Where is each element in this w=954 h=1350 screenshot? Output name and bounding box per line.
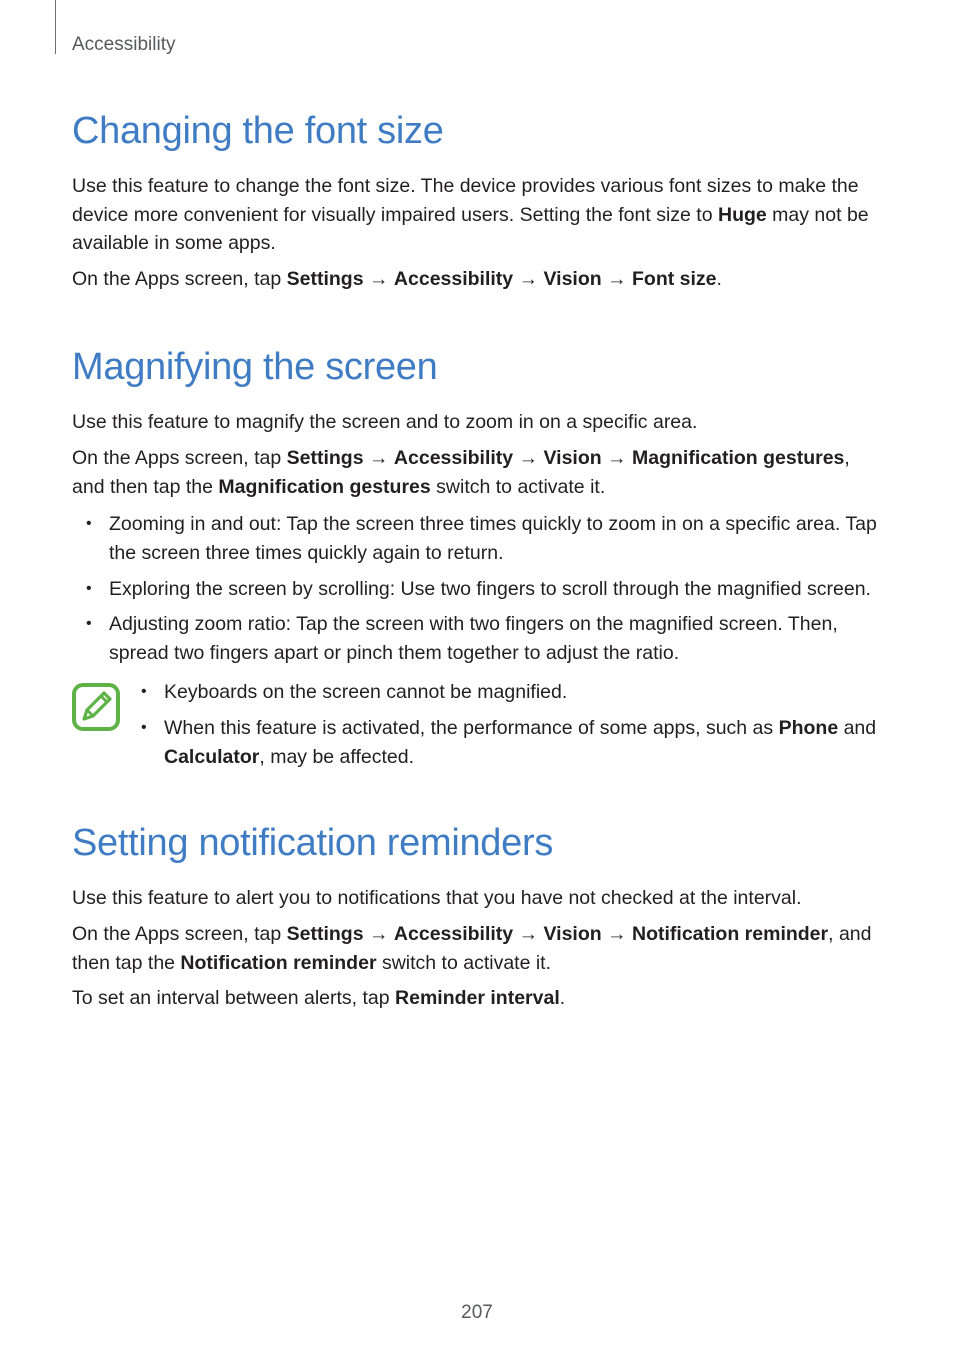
heading-reminders: Setting notification reminders	[72, 822, 554, 864]
note-item: • Keyboards on the screen cannot be magnified.	[164, 678, 884, 707]
running-head: Accessibility	[72, 34, 176, 55]
bullet-glyph: •	[86, 580, 92, 597]
reminders-intro: Use this feature to alert you to notifications that you have not checked at the interval.	[72, 887, 802, 909]
page-number: 207	[461, 1302, 493, 1323]
note-item: • When this feature is activated, the performance of some apps, such as Phone and Calculator, may be affected.	[164, 714, 884, 771]
magnify-path: On the Apps screen, tap Settings → Accessibility → Vision → Magnification gestures, and then tap the Magnification gestures switch to activate it.	[72, 447, 850, 498]
list-item: • Exploring the screen by scrolling: Use two fingers to scroll through the magnified screen.	[109, 575, 889, 604]
heading-magnify: Magnifying the screen	[72, 346, 438, 388]
bullet-glyph: •	[86, 515, 92, 532]
bullet-glyph: •	[141, 683, 147, 700]
margin-rule	[55, 0, 56, 54]
list-item: • Adjusting zoom ratio: Tap the screen with two fingers on the magnified screen. Then, spread two fingers apart or pinch them together to adjust the ratio.	[109, 610, 879, 667]
font-size-intro: Use this feature to change the font size. The device provides various font sizes to make the device more convenient for visually impaired users. Setting the font size to Huge may not be available in some apps.	[72, 175, 869, 254]
reminders-path: On the Apps screen, tap Settings → Accessibility → Vision → Notification reminder, and then tap the Notification reminder switch to activate it.	[72, 923, 872, 974]
reminders-interval: To set an interval between alerts, tap Reminder interval.	[72, 987, 566, 1009]
font-size-path: On the Apps screen, tap Settings → Accessibility → Vision → Font size.	[72, 268, 722, 290]
bullet-glyph: •	[141, 719, 147, 736]
note-pencil-icon	[72, 683, 120, 731]
heading-font-size: Changing the font size	[72, 110, 444, 152]
list-item: • Zooming in and out: Tap the screen three times quickly to zoom in on a specific area. Tap the screen three times quickly again to return.	[109, 510, 879, 567]
bullet-glyph: •	[86, 615, 92, 632]
magnify-intro: Use this feature to magnify the screen and to zoom in on a specific area.	[72, 411, 698, 433]
